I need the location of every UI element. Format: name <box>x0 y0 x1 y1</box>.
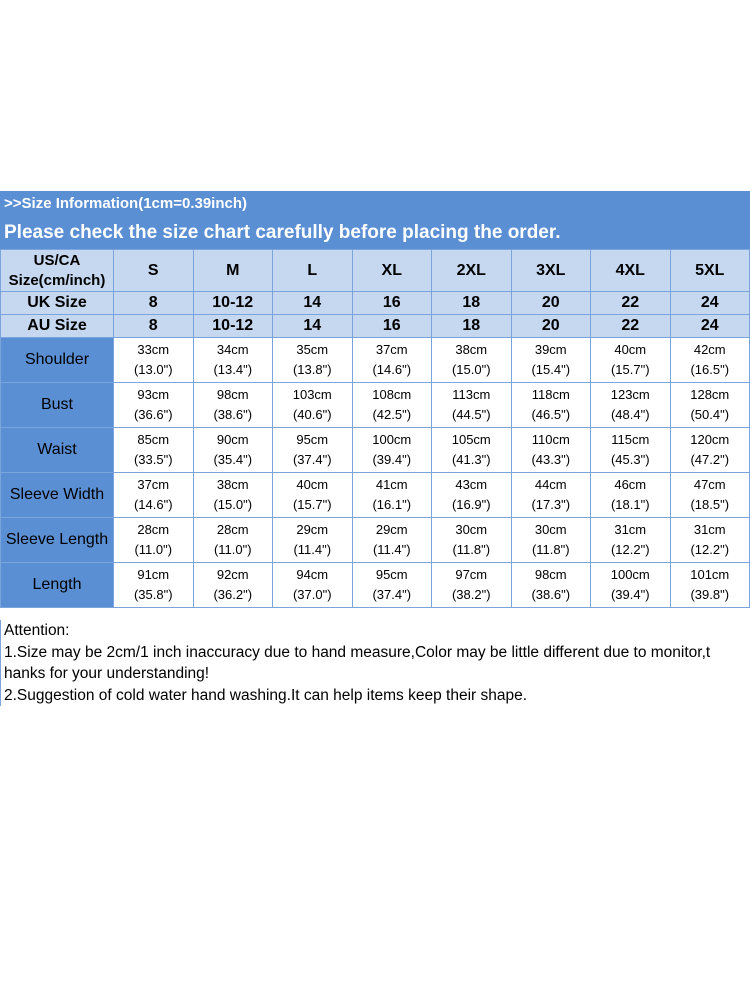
au-size-value: 10-12 <box>193 315 273 338</box>
cm-value: 38cm <box>216 477 249 492</box>
measurement-cell <box>352 563 432 608</box>
attention-notes <box>0 620 750 706</box>
inch-value: (37.0") <box>292 587 332 602</box>
measurement-cell <box>511 383 591 428</box>
measurement-cell <box>511 338 591 383</box>
measurement-cell <box>432 563 512 608</box>
cm-value: 31cm <box>693 522 726 537</box>
size-s: S <box>114 250 194 292</box>
cm-value: 35cm <box>296 342 329 357</box>
cm-value: 105cm <box>451 432 491 447</box>
inch-value: (14.6") <box>372 362 412 377</box>
inch-value: (48.4") <box>610 407 650 422</box>
measurement-cell <box>591 428 671 473</box>
uk-size-row <box>1 292 750 315</box>
inch-value: (44.5") <box>451 407 491 422</box>
cm-value: 43cm <box>455 477 488 492</box>
cm-value: 94cm <box>296 567 329 582</box>
measurement-cell <box>591 563 671 608</box>
cm-value: 118cm <box>531 387 570 402</box>
measurement-cell <box>511 563 591 608</box>
cm-value: 93cm <box>137 387 170 402</box>
size-5xl: 5XL <box>670 250 750 292</box>
au-size-value: 18 <box>432 315 512 338</box>
inch-value: (11.8") <box>531 542 570 557</box>
measurement-cell <box>193 383 273 428</box>
inch-value: (15.4") <box>531 362 571 377</box>
measurement-cell <box>114 338 194 383</box>
measurement-cell <box>432 518 512 563</box>
inch-value: (17.3") <box>531 497 571 512</box>
size-header-row <box>1 250 750 292</box>
cm-value: 33cm <box>137 342 170 357</box>
measurement-cell <box>352 383 432 428</box>
measurement-row <box>1 473 750 518</box>
measurement-cell <box>591 338 671 383</box>
measurement-label: Sleeve Length <box>1 518 114 563</box>
cm-value: 91cm <box>137 567 170 582</box>
measurement-label: Bust <box>1 383 114 428</box>
inch-value: (11.8") <box>452 542 491 557</box>
measurement-cell <box>114 518 194 563</box>
inch-value: (41.3") <box>451 452 491 467</box>
cm-value: 98cm <box>534 567 567 582</box>
measurement-row <box>1 428 750 473</box>
measurement-cell <box>352 428 432 473</box>
cm-value: 38cm <box>455 342 488 357</box>
cm-value: 28cm <box>216 522 249 537</box>
measurement-cell <box>193 518 273 563</box>
cm-value: 40cm <box>614 342 647 357</box>
cm-value: 30cm <box>455 522 488 537</box>
cm-value: 103cm <box>292 387 332 402</box>
note-line-2: hanks for your understanding! <box>4 665 210 682</box>
measurement-cell <box>273 563 353 608</box>
inch-value: (18.5") <box>690 497 730 512</box>
measurement-cell <box>670 383 750 428</box>
size-check-notice: Please check the size chart carefully before placing the order. <box>4 222 561 243</box>
measurement-cell <box>114 563 194 608</box>
measurement-cell <box>352 338 432 383</box>
measurement-cell <box>670 473 750 518</box>
uk-size-value: 14 <box>273 292 353 315</box>
measurement-cell <box>432 338 512 383</box>
cm-value: 115cm <box>611 432 650 447</box>
cm-value: 29cm <box>296 522 329 537</box>
size-4xl: 4XL <box>591 250 671 292</box>
cm-value: 120cm <box>690 432 730 447</box>
inch-value: (43.3") <box>531 452 571 467</box>
inch-value: (38.6") <box>213 407 253 422</box>
note-line-1: 1.Size may be 2cm/1 inch inaccuracy due to hand measure,Color may be little different due to monitor,t <box>4 643 711 661</box>
inch-value: (37.4") <box>292 452 332 467</box>
measurement-cell <box>273 473 353 518</box>
inch-value: (13.4") <box>213 362 253 377</box>
measurement-cell <box>352 518 432 563</box>
cm-value: 31cm <box>614 522 647 537</box>
measurement-cell <box>670 563 750 608</box>
measurement-cell <box>273 518 353 563</box>
uk-size-value: 24 <box>670 292 750 315</box>
inch-value: (46.5") <box>531 407 571 422</box>
measurement-cell <box>114 383 194 428</box>
cm-value: 39cm <box>534 342 567 357</box>
au-size-value: 20 <box>511 315 591 338</box>
uk-size-value: 22 <box>591 292 671 315</box>
cm-value: 46cm <box>614 477 647 492</box>
measurement-cell <box>432 383 512 428</box>
uk-size-value: 10-12 <box>193 292 273 315</box>
cm-value: 34cm <box>216 342 249 357</box>
cm-value: 97cm <box>455 567 488 582</box>
measurement-cell <box>114 473 194 518</box>
cm-value: 28cm <box>137 522 170 537</box>
inch-value: (11.4") <box>293 542 332 557</box>
au-size-row <box>1 315 750 338</box>
au-size-value: 24 <box>670 315 750 338</box>
inch-value: (16.1") <box>372 497 412 512</box>
inch-value: (11.0") <box>134 542 173 557</box>
cm-value: 42cm <box>693 342 726 357</box>
au-size-value: 16 <box>352 315 432 338</box>
inch-value: (39.8") <box>690 587 730 602</box>
cm-value: 90cm <box>216 432 249 447</box>
uk-size-value: 20 <box>511 292 591 315</box>
us-ca-label: US/CA <box>33 251 81 269</box>
inch-value: (36.2") <box>213 587 253 602</box>
measurement-cell <box>273 338 353 383</box>
inch-value: (37.4") <box>372 587 412 602</box>
size-m: M <box>193 250 273 292</box>
inch-value: (38.2") <box>451 587 491 602</box>
inch-value: (11.4") <box>372 542 411 557</box>
measurement-row <box>1 563 750 608</box>
inch-value: (45.3") <box>610 452 650 467</box>
size-column-label <box>1 250 114 292</box>
attention-title: Attention: <box>4 622 70 639</box>
note-line-3: 2.Suggestion of cold water hand washing.It can help items keep their shape. <box>4 686 528 704</box>
measurement-cell <box>193 338 273 383</box>
size-info-title: >>Size Information(1cm=0.39inch) <box>4 195 247 212</box>
inch-value: (38.6") <box>531 587 571 602</box>
measurement-cell <box>432 473 512 518</box>
measurement-cell <box>511 473 591 518</box>
measurement-cell <box>432 428 512 473</box>
measurement-label: Shoulder <box>1 338 114 383</box>
au-size-value: 8 <box>114 315 194 338</box>
cm-value: 44cm <box>534 477 567 492</box>
cm-value: 37cm <box>137 477 170 492</box>
size-unit-label: Size(cm/inch) <box>8 271 106 289</box>
inch-value: (18.1") <box>610 497 650 512</box>
inch-value: (13.8") <box>292 362 332 377</box>
cm-value: 95cm <box>375 567 408 582</box>
measurement-cell <box>591 518 671 563</box>
cm-value: 30cm <box>534 522 567 537</box>
measurement-cell <box>273 383 353 428</box>
size-l: L <box>273 250 353 292</box>
inch-value: (11.0") <box>213 542 252 557</box>
measurement-cell <box>273 428 353 473</box>
measurement-cell <box>670 338 750 383</box>
measurement-cell <box>193 563 273 608</box>
measurement-row <box>1 338 750 383</box>
inch-value: (15.0") <box>451 362 491 377</box>
au-size-label: AU Size <box>1 315 114 338</box>
au-size-value: 14 <box>273 315 353 338</box>
uk-size-value: 16 <box>352 292 432 315</box>
inch-value: (16.9") <box>451 497 491 512</box>
size-chart <box>0 191 750 608</box>
measurement-cell <box>670 428 750 473</box>
measurement-cell <box>591 473 671 518</box>
cm-value: 128cm <box>690 387 730 402</box>
cm-value: 37cm <box>375 342 408 357</box>
inch-value: (35.8") <box>133 587 173 602</box>
size-info-banner <box>0 191 750 249</box>
inch-value: (15.7") <box>292 497 332 512</box>
inch-value: (13.0") <box>133 362 173 377</box>
measurement-row <box>1 383 750 428</box>
cm-value: 41cm <box>375 477 408 492</box>
inch-value: (40.6") <box>292 407 332 422</box>
cm-value: 95cm <box>296 432 329 447</box>
inch-value: (50.4") <box>690 407 730 422</box>
cm-value: 100cm <box>372 432 412 447</box>
inch-value: (12.2") <box>610 542 650 557</box>
cm-value: 110cm <box>531 432 570 447</box>
cm-value: 85cm <box>137 432 170 447</box>
cm-value: 100cm <box>610 567 650 582</box>
measurement-cell <box>193 473 273 518</box>
measurement-row <box>1 518 750 563</box>
cm-value: 108cm <box>372 387 412 402</box>
uk-size-value: 8 <box>114 292 194 315</box>
cm-value: 47cm <box>693 477 726 492</box>
uk-size-value: 18 <box>432 292 512 315</box>
cm-value: 40cm <box>296 477 329 492</box>
inch-value: (14.6") <box>133 497 173 512</box>
measurement-cell <box>670 518 750 563</box>
inch-value: (39.4") <box>372 452 412 467</box>
inch-value: (15.7") <box>610 362 650 377</box>
inch-value: (15.0") <box>213 497 253 512</box>
inch-value: (42.5") <box>372 407 412 422</box>
size-2xl: 2XL <box>432 250 512 292</box>
cm-value: 98cm <box>216 387 249 402</box>
measurement-label: Waist <box>1 428 114 473</box>
inch-value: (35.4") <box>213 452 253 467</box>
cm-value: 92cm <box>216 567 249 582</box>
uk-size-label: UK Size <box>1 292 114 315</box>
measurement-label: Sleeve Width <box>1 473 114 518</box>
measurement-cell <box>511 428 591 473</box>
inch-value: (33.5") <box>133 452 173 467</box>
measurement-label: Length <box>1 563 114 608</box>
inch-value: (47.2") <box>690 452 730 467</box>
cm-value: 113cm <box>452 387 491 402</box>
size-3xl: 3XL <box>511 250 591 292</box>
inch-value: (39.4") <box>610 587 650 602</box>
size-table <box>0 249 750 608</box>
inch-value: (36.6") <box>133 407 173 422</box>
cm-value: 29cm <box>375 522 408 537</box>
au-size-value: 22 <box>591 315 671 338</box>
inch-value: (16.5") <box>690 362 730 377</box>
measurement-cell <box>591 383 671 428</box>
measurement-cell <box>511 518 591 563</box>
cm-value: 101cm <box>690 567 730 582</box>
measurement-cell <box>352 473 432 518</box>
inch-value: (12.2") <box>690 542 730 557</box>
measurement-cell <box>193 428 273 473</box>
size-xl: XL <box>352 250 432 292</box>
cm-value: 123cm <box>610 387 650 402</box>
measurement-cell <box>114 428 194 473</box>
